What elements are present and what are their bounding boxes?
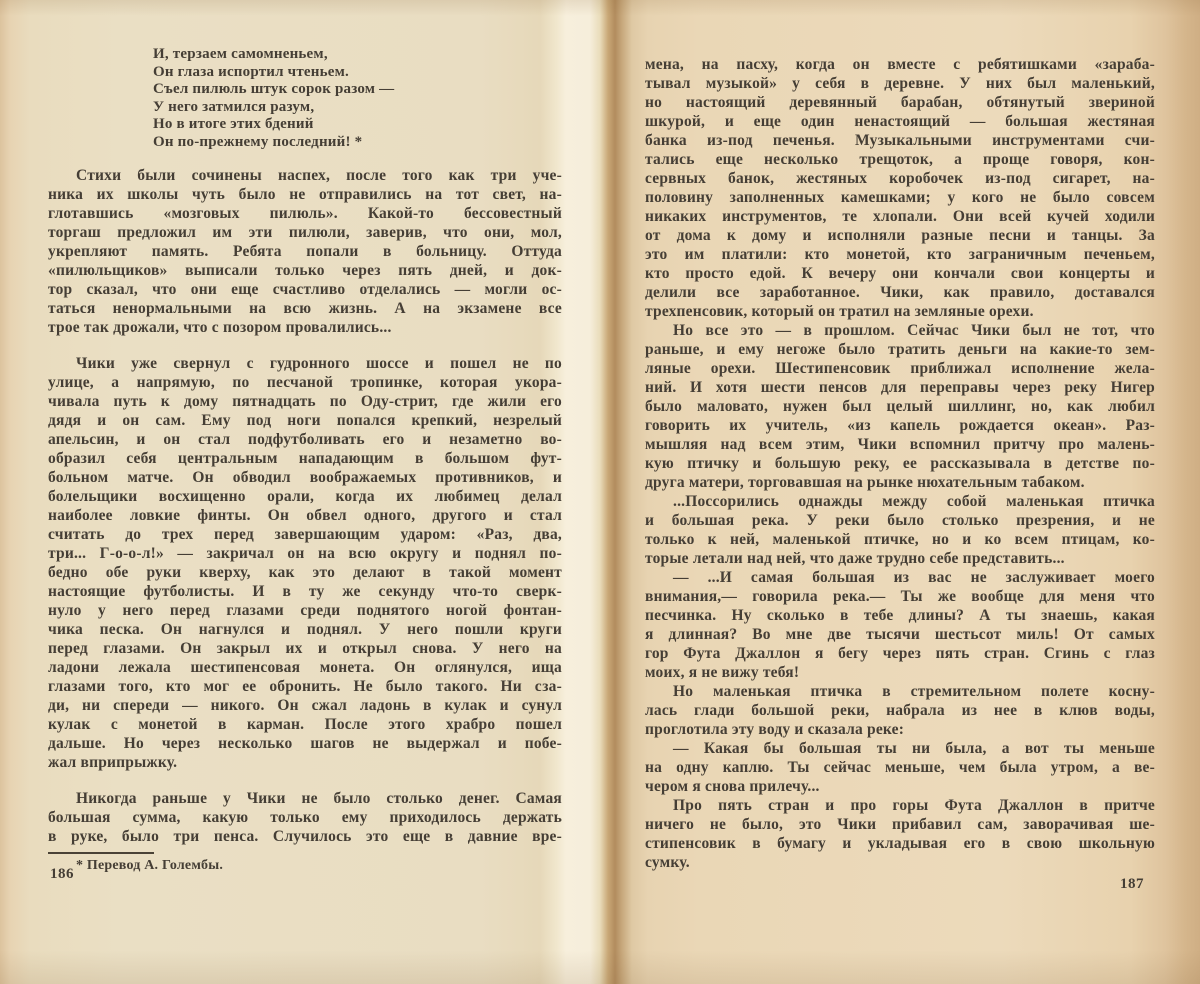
text-line: лась глади большой реки, набрала из нее в клюв воды,: [645, 702, 1155, 719]
text-line: ди, ни спереди — никого. Он сжал ладонь в кулак и сунул: [48, 697, 562, 714]
text-line: кую птичку и большую реку, ее рассказывала в детстве по-: [645, 455, 1155, 472]
footnote: * Перевод А. Голембы.: [76, 858, 224, 873]
text-line: тор сказал, что они еще счастливо отделались — могли ос-: [48, 281, 562, 298]
text-line: Но все это — в прошлом. Сейчас Чики был не тот, что: [673, 322, 1155, 339]
paragraph: [48, 354, 562, 772]
text-line: банка из-под печенья. Музыкальными инструментами счи-: [645, 132, 1155, 149]
text-line: друга матери, торговавшая на рынке нюхательным табаком.: [645, 474, 1085, 491]
page-left: [48, 46, 562, 874]
text-line: от дома к дому и исполняли разные песни и танцы. За: [645, 227, 1155, 244]
text-line: дальше. Но через несколько шагов не выдержал и побе-: [48, 735, 562, 752]
text-line: ничего не было, это Чики прибавил сам, заворачивая ше-: [645, 816, 1155, 833]
text-line: настоящие футболисты. И в ту же секунду что-то сверк-: [48, 583, 562, 600]
text-line: внимания,— говорила река.— Ты же вообще для меня что: [645, 588, 1155, 605]
text-line: стипенсовик в бумагу и укладывая его в свою школьную: [645, 835, 1155, 852]
text-line: говорить их учитель, «из капель рождается океан». Раз-: [645, 417, 1155, 434]
text-line: жал вприпрыжку.: [48, 754, 178, 771]
text-line: ...Поссорились однажды между собой маленькая птичка: [673, 493, 1155, 510]
page-right: [645, 55, 1155, 872]
text-line: Чики уже свернул с гудронного шоссе и пошел не по: [76, 355, 562, 372]
text-line: кто просто едой. К вечеру они кончали свои концерты и: [645, 265, 1155, 282]
text-line: — ...И самая большая из вас не заслуживает моего: [673, 569, 1155, 586]
text-line: «пилюльщиков» выписали только через пять дней, и док-: [48, 262, 562, 279]
text-line: проглотила эту воду и сказала реке:: [645, 721, 905, 738]
right-page-body: [645, 55, 1155, 872]
text-line: чером я снова прилечу...: [645, 778, 820, 795]
page-number-right: 187: [1120, 876, 1144, 892]
text-line: это им платили: кто монетой, кто заграничным печеньем,: [645, 246, 1155, 263]
text-line: и большая река. У реки было столько презрения, и не: [645, 512, 1155, 529]
text-line: торгаш предложил им эти пилюли, заверив, что они, мол,: [48, 224, 562, 241]
text-line: таться ненормальными на всю жизнь. А на экзамене все: [48, 300, 562, 317]
paragraph: [645, 492, 1155, 568]
left-page-body: [48, 166, 562, 846]
text-line: трехпенсовик, который он тратил на земляные орехи.: [645, 303, 1034, 320]
text-line: в руке, было три пенса. Случилось это еще в давние вре-: [48, 828, 562, 845]
text-line: три... Г-о-о-л!» — закричал он на всю округу и поднял по-: [48, 545, 562, 562]
text-line: раньше, и ему негоже было тратить деньги на какие-то зем-: [645, 341, 1155, 358]
text-line: Никогда раньше у Чики не было столько денег. Самая: [76, 790, 562, 807]
text-line: делили все заработанное. Чики, как правило, доставался: [645, 284, 1155, 301]
text-line: улице, а напрямую, по песчаной тропинке, которая укора-: [48, 374, 562, 391]
text-line: я длинная? Во мне две тысячи шестьсот миль! От самых: [645, 626, 1155, 643]
text-line: перед глазами. Он закрыл их и открыл снова. У него на: [48, 640, 562, 657]
text-line: мена, на пасху, когда он вместе с ребятишками «зараба-: [645, 56, 1155, 73]
text-line: образил себя центральным нападающим в большом фут-: [48, 450, 562, 467]
text-line: бедно обе руки кверху, как это делают в такой момент: [48, 564, 562, 581]
text-line: тались еще несколько трещоток, а проще говоря, кон-: [645, 151, 1155, 168]
text-line: Про пять стран и про горы Фута Джаллон в притче: [673, 797, 1155, 814]
text-line: глазами того, кто мог ее обронить. Не было такого. Ни сза-: [48, 678, 562, 695]
poem-line: Съел пилюль штук сорок разом —: [153, 81, 395, 97]
text-line: глотавшись «мозговых пилюль». Какой-то бессовестный: [48, 205, 562, 222]
text-line: кулак с монетой в карман. После этого храбро пошел: [48, 716, 562, 733]
paragraph: [645, 682, 1155, 739]
text-line: сервных банок, жестяных коробочек из-под сигарет, на-: [645, 170, 1155, 187]
poem-block: [153, 46, 562, 151]
text-line: наиболее ловкие финты. Он обвел одного, другого и стал: [48, 507, 562, 524]
poem-line: Он глаза испортил чтеньем.: [153, 63, 349, 80]
text-line: гор Фута Джаллон я бегу через пять стран. Сгинь с глаз: [645, 645, 1155, 662]
text-line: укрепляют память. Ребята попали в больницу. Оттуда: [48, 243, 562, 260]
text-line: никаких инструментов, те хлопали. Они всей кучей ходили: [645, 208, 1155, 225]
text-line: Но маленькая птичка в стремительном полете косну-: [673, 683, 1155, 700]
paragraph: [645, 568, 1155, 682]
text-line: чивала путь к дому пятнадцать по Оду-стрит, где жили его: [48, 393, 562, 410]
text-line: ний. И хотя шести пенсов для переправы через реку Нигер: [645, 379, 1155, 396]
footnote-rule: [48, 852, 154, 854]
text-line: болельщики восхищенно орали, когда их любимец делал: [48, 488, 562, 505]
paragraph: [48, 789, 562, 846]
text-line: только к ней, маленькой птичке, но и ко всем птицам, ко-: [645, 531, 1155, 548]
poem-line: Он по-прежнему последний! *: [153, 133, 363, 150]
paragraph: [48, 166, 562, 337]
text-line: песчинка. Ну сколько в тебе длины? А ты знаешь, какая: [645, 607, 1155, 624]
paragraph: [645, 321, 1155, 492]
text-line: ляные орехи. Шестипенсовик приближал исполнение жела-: [645, 360, 1155, 377]
poem-line: И, терзаем самомненьем,: [153, 46, 328, 62]
text-line: но настоящий деревянный барабан, обтянутый звериной: [645, 94, 1155, 111]
paragraph: [645, 796, 1155, 872]
paragraph: [645, 55, 1155, 321]
text-line: считать до трех перед завершающим ударом: «Раз, два,: [48, 526, 562, 543]
text-line: сумку.: [645, 854, 690, 871]
text-line: — Какая бы большая ты ни была, а вот ты меньше: [673, 740, 1155, 757]
text-line: нуло у него перед глазами среди поднятого ногой фонтан-: [48, 602, 562, 619]
text-line: половину заполненных камешками; у кого не было совсем: [645, 189, 1155, 206]
text-line: тывал музыкой» у себя в деревне. У них был маленький,: [645, 75, 1155, 92]
text-line: ладони лежала шестипенсовая монета. Он оглянулся, ища: [48, 659, 562, 676]
text-line: шкурой, и еще один ненастоящий — большая жестяная: [645, 113, 1155, 130]
poem-line: Но в итоге этих бдений: [153, 116, 314, 132]
text-line: торые летали над ней, что даже трудно себе представить...: [645, 550, 1065, 567]
poem-line: У него затмился разум,: [153, 98, 315, 115]
page-number-left: 186: [50, 866, 74, 882]
text-line: на одну каплю. Ты сейчас меньше, чем была утром, а ве-: [645, 759, 1155, 776]
text-line: моих, я не вижу тебя!: [645, 664, 800, 681]
text-line: ника их школы чуть было не отправились на тот свет, на-: [48, 186, 562, 203]
text-line: мышляя над всем этим, Чики вспомнил притчу про малень-: [645, 436, 1155, 453]
text-line: большая сумма, какую только ему приходилось держать: [48, 809, 562, 826]
text-line: трое так дрожали, что с позором провалились...: [48, 319, 392, 336]
text-line: Стихи были сочинены наспех, после того как три уче-: [76, 167, 562, 184]
text-line: дядя и он сам. Ему под ноги попался крепкий, незрелый: [48, 412, 562, 429]
text-line: апельсин, и он стал подфутболивать его и незаметно во-: [48, 431, 562, 448]
text-line: больном матче. Он обводил воображаемых противников, и: [48, 469, 562, 486]
paragraph: [645, 739, 1155, 796]
text-line: чика песка. Он нагнулся и поднял. У него пошли круги: [48, 621, 562, 638]
text-line: было маловато, нужен был целый шиллинг, но, как любил: [645, 398, 1155, 415]
